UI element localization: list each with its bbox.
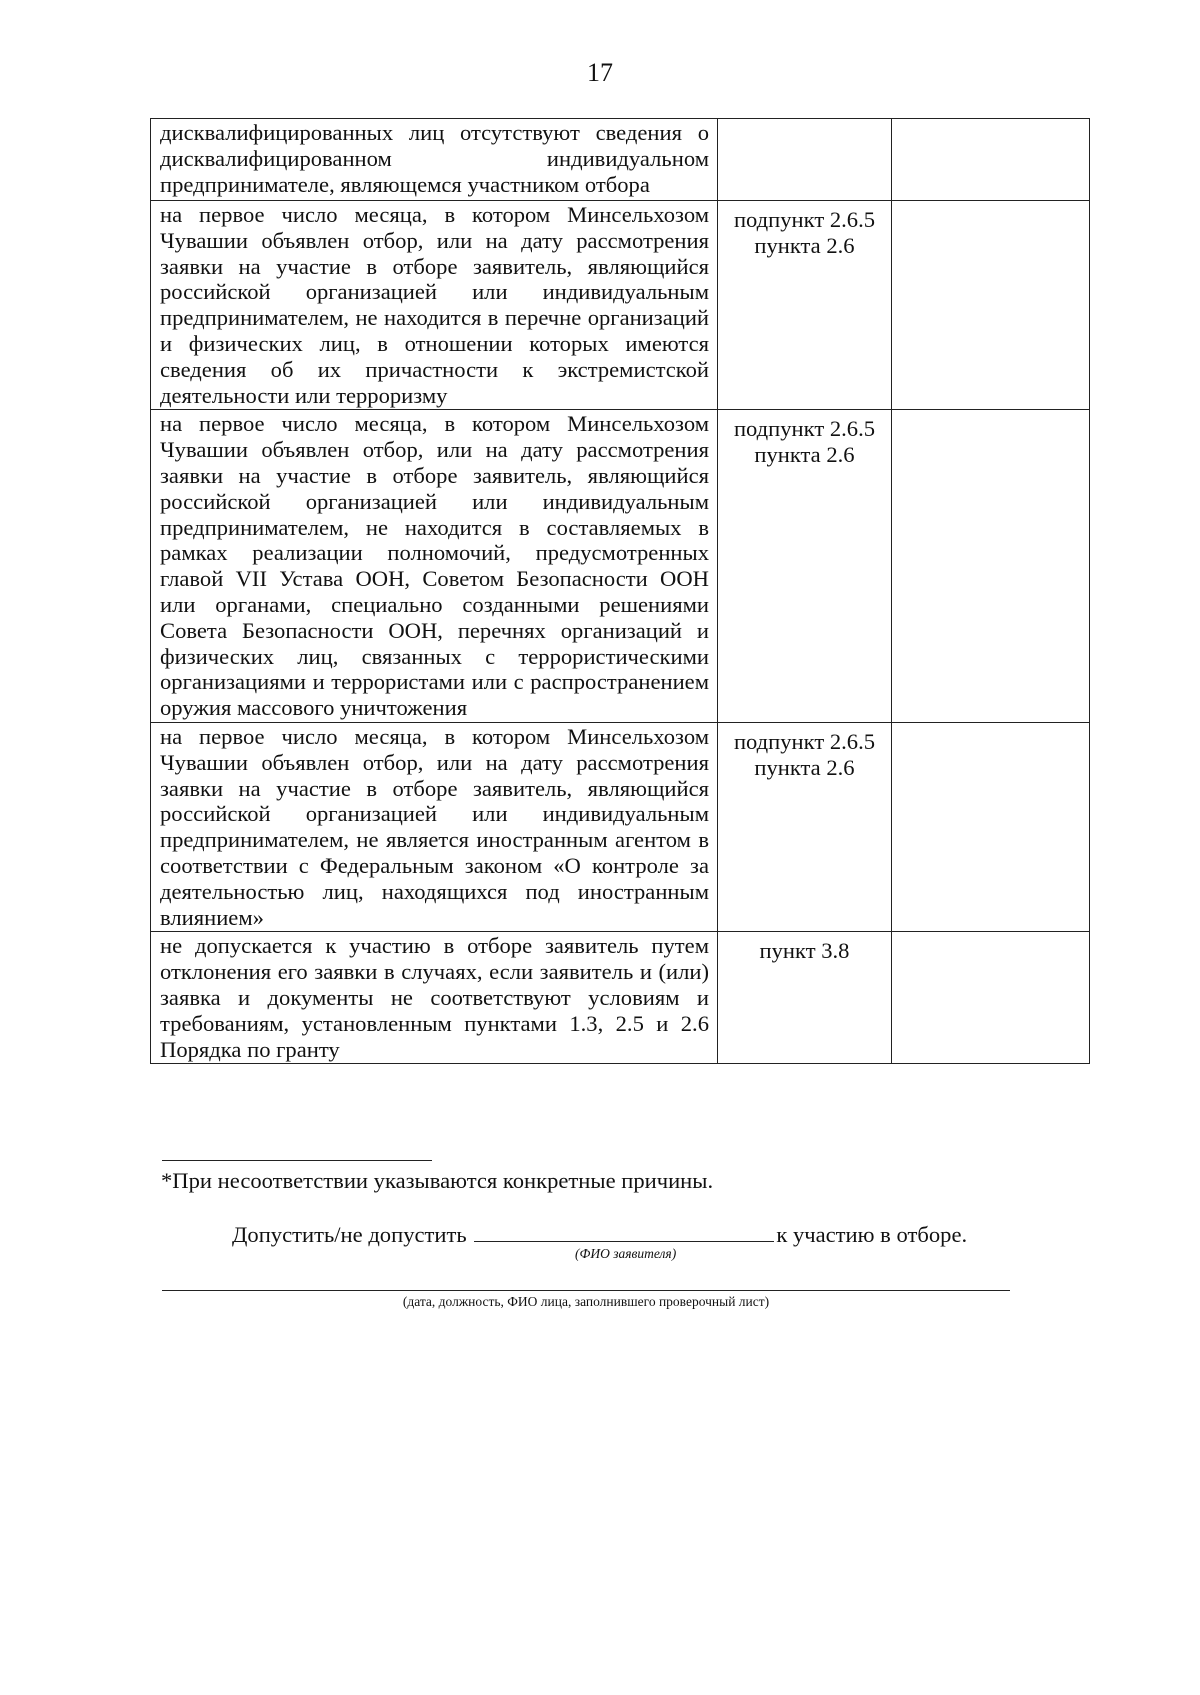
table-row xyxy=(151,119,1090,201)
reference-cell: пункт 3.8 xyxy=(718,932,892,1064)
requirement-cell: на первое число месяца, в котором Минсельхозом Чувашии объявлен отбор, или на дату рассмотрения заявки на участие в отборе заявитель, являющийся российской организацией или индивидуальным предпринимателем, не находится в составляемых в рамках реализации полномочий, предусмотренных главой VII Устава ООН, Советом Безопасности ООН или органами, специально созданными решениями Совета Безопасности ООН, перечнях организаций и физических лиц, связанных с террористическими организациями и террористами или с распространением оружия массового уничтожения xyxy=(151,410,718,723)
requirement-cell: на первое число месяца, в котором Минсельхозом Чувашии объявлен отбор, или на дату рассмотрения заявки на участие в отборе заявитель, являющийся российской организацией или индивидуальным предпринимателем, не является иностранным агентом в соответствии с Федеральным законом «О контроле за деятельностью лиц, находящихся под иностранным влиянием» xyxy=(151,722,718,931)
applicant-name-caption: (ФИО заявителя) xyxy=(575,1246,677,1261)
checklist-table xyxy=(150,118,1090,1064)
requirement-text: дисквалифицированных лиц отсутствуют сведения о дисквалифицированном индивидуальном предпринимателе, являющемся участником отбора xyxy=(160,120,709,197)
page-number: 17 xyxy=(587,58,613,87)
signature-line[interactable] xyxy=(162,1290,1010,1291)
reference-cell: подпункт 2.6.5 пункта 2.6 xyxy=(718,201,892,410)
requirement-cell: на первое число месяца, в котором Минсельхозом Чувашии объявлен отбор, или на дату рассмотрения заявки на участие в отборе заявитель, являющийся российской организацией или индивидуальным предпринимателем, не находится в перечне организаций и физических лиц, в отношении которых имеются сведения об их причастности к экстремистской деятельности или терроризму xyxy=(151,201,718,410)
table-row xyxy=(151,722,1090,931)
mark-cell xyxy=(892,410,1090,723)
mark-cell xyxy=(892,722,1090,931)
mark-cell xyxy=(892,119,1090,201)
requirement-cell: не допускается к участию в отборе заявитель путем отклонения его заявки в случаях, если заявитель и (или) заявка и документы не соответствуют условиям и требованиям, установленным пунктами 1.3, 2.5 и 2.6 Порядка по гранту xyxy=(151,932,718,1064)
checklist-body xyxy=(151,119,1090,1064)
reference-cell: подпункт 2.6.5 пункта 2.6 xyxy=(718,410,892,723)
mark-cell xyxy=(892,201,1090,410)
reference-cell xyxy=(718,119,892,201)
signature-caption: (дата, должность, ФИО лица, заполнившего проверочный лист) xyxy=(402,1294,770,1309)
requirement-cell xyxy=(151,119,718,201)
table-row xyxy=(151,410,1090,723)
table-row xyxy=(151,932,1090,1064)
decision-prefix: Допустить/не допустить xyxy=(232,1222,467,1247)
reference-cell: подпункт 2.6.5 пункта 2.6 xyxy=(718,722,892,931)
footnote: *При несоответствии указываются конкретные причины. xyxy=(161,1168,714,1193)
applicant-name-blank[interactable] xyxy=(474,1223,774,1242)
decision-suffix: к участию в отборе. xyxy=(776,1222,968,1247)
decision-line xyxy=(232,1222,967,1248)
footnote-divider xyxy=(162,1160,432,1161)
mark-cell xyxy=(892,932,1090,1064)
table-row xyxy=(151,201,1090,410)
